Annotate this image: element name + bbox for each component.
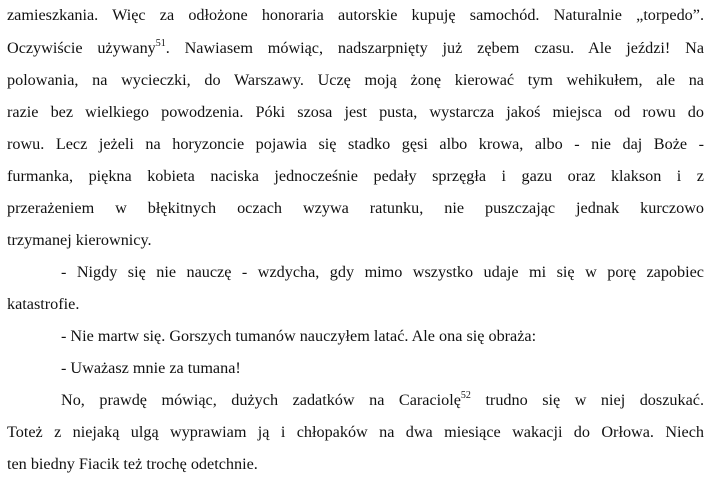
text-line: katastrofie. — [7, 295, 80, 313]
text-segment: . Nawiasem mówiąc, nadszarpnięty już zębem czasu. Ale jeździ! Na — [165, 39, 704, 57]
text-line: polowania, na wycieczki, do Warszawy. Uczę moją żonę kierować tym wehikułem, ale na — [7, 71, 704, 89]
text-line: - Uważasz mnie za tumana! — [61, 359, 241, 377]
text-line: rowu. Lecz jeżeli na horyzoncie pojawia się stadko gęsi albo krowa, albo - nie daj Boże - — [7, 135, 704, 153]
text-segment: No, prawdę mówiąc, dużych zadatków na Caraciolę — [61, 391, 461, 409]
text-line: trzymanej kierownicy. — [7, 231, 152, 249]
text-line: ten biedny Fiacik też trochę odetchnie. — [7, 455, 258, 473]
text-line: przerażeniem w błękitnych oczach wzywa ratunku, nie puszczając jednak kurczowo — [7, 199, 704, 217]
footnote-ref[interactable]: 51 — [155, 37, 166, 49]
footnote-ref[interactable]: 52 — [460, 389, 471, 401]
text-line: razie bez wielkiego powodzenia. Póki szosa jest pusta, wystarcza jakoś miejsca od rowu do — [7, 103, 704, 121]
text-line: - Nigdy się nie nauczę - wzdycha, gdy mimo wszystko udaje mi się w porę zapobiec — [61, 263, 704, 281]
text-line: Toteż z niejaką ulgą wyprawiam ją i chłopaków na dwa miesiące wakacji do Orłowa. Niech — [7, 423, 704, 441]
text-line: - Nie martw się. Gorszych tumanów nauczyłem latać. Ale ona się obraża: — [61, 327, 537, 345]
text-segment: Oczywiście używany — [7, 39, 156, 57]
text-line — [7, 38, 704, 60]
text-line: furmanka, piękna kobieta naciska jednocześnie pedały sprzęgła i gazu oraz klakson i z — [7, 167, 704, 185]
text-line: zamieszkania. Więc za odłożone honoraria autorskie kupuję samochód. Naturalnie „torpedo”. — [7, 6, 704, 24]
text-segment: trudno się w niej doszukać. — [470, 391, 704, 409]
text-line — [61, 390, 704, 412]
